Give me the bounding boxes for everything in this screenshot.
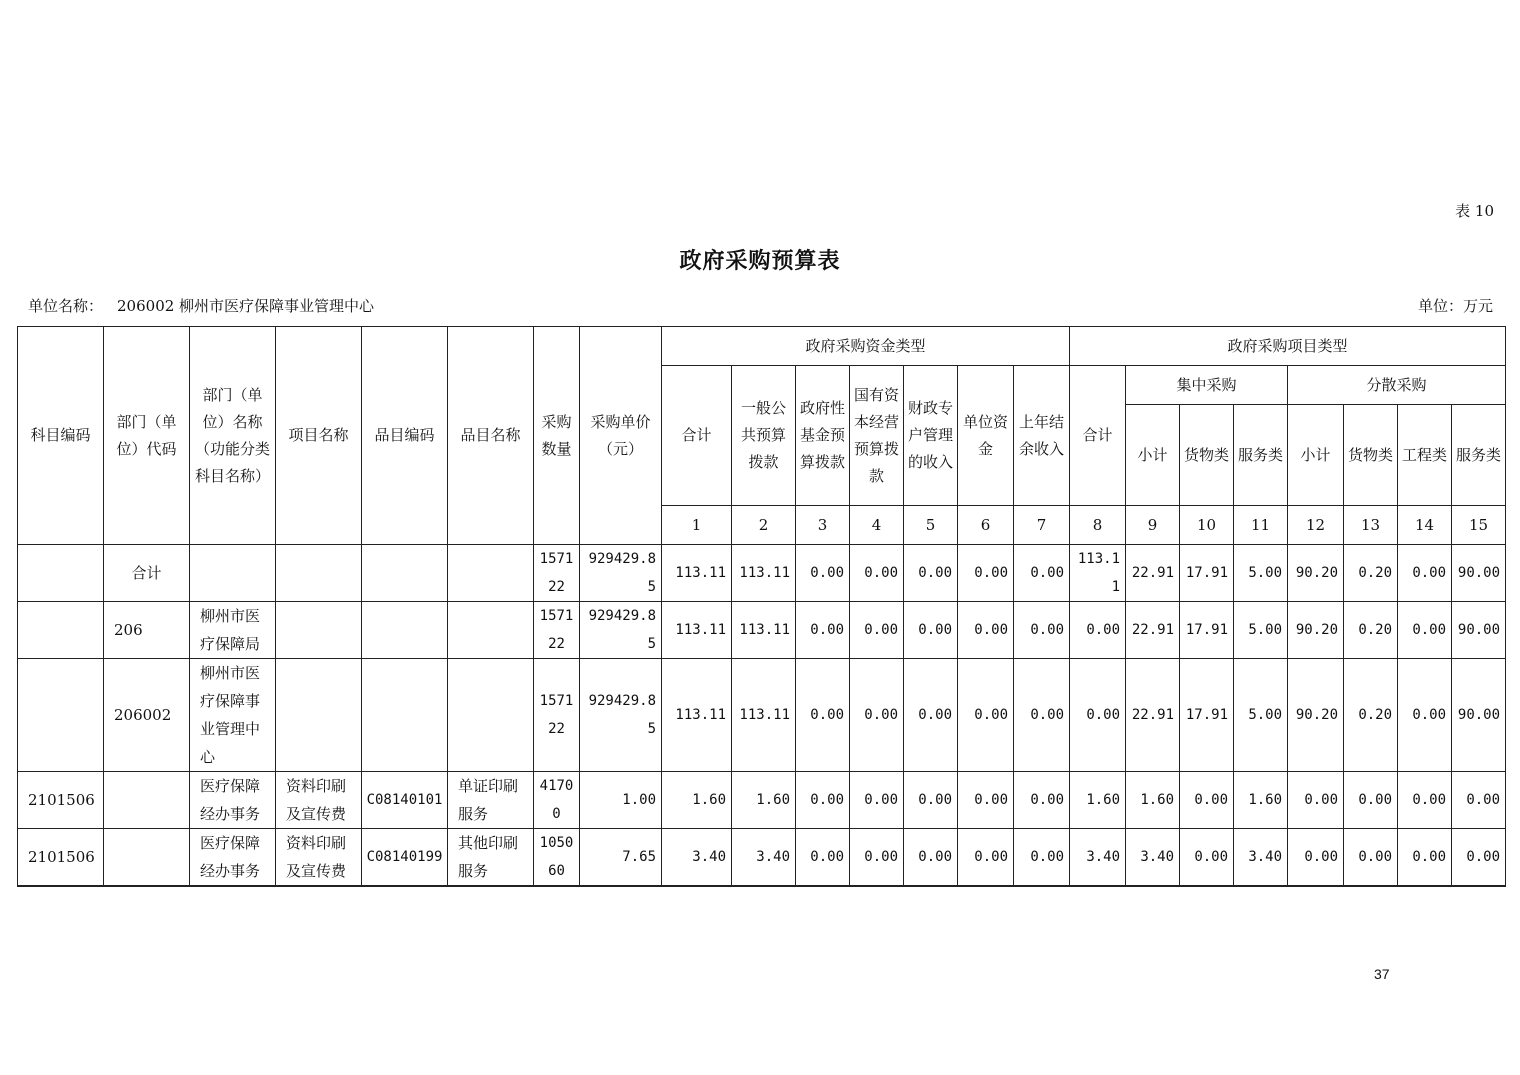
cell-value: 0.00	[850, 772, 904, 829]
cell-value: 0.00	[1344, 772, 1398, 829]
cell-value: 0.00	[1014, 659, 1070, 772]
col-number: 6	[958, 506, 1014, 545]
cell-value: 3.40	[1126, 829, 1180, 887]
cell-value: 0.00	[1452, 772, 1506, 829]
header-dept-code: 部门（单位）代码	[104, 327, 190, 545]
header-subtotal-2: 小计	[1288, 405, 1344, 506]
cell-value: 0.00	[796, 829, 850, 887]
cell-value: 0.20	[1344, 545, 1398, 602]
unit-name-line	[28, 295, 374, 316]
header-services: 服务类	[1234, 405, 1288, 506]
col-number: 12	[1288, 506, 1344, 545]
col-number: 7	[1014, 506, 1070, 545]
header-project-type: 政府采购项目类型	[1070, 327, 1506, 366]
cell-value: 3.40	[1070, 829, 1126, 887]
header-general-budget: 一般公共预算拨款	[732, 366, 796, 506]
cell-item-code	[362, 659, 448, 772]
header-centralized: 集中采购	[1126, 366, 1288, 405]
cell-project-name	[276, 659, 362, 772]
cell-subject-code: 2101506	[18, 772, 104, 829]
cell-unit-price: 929429.85	[580, 602, 662, 659]
col-number: 2	[732, 506, 796, 545]
header-services-2: 服务类	[1452, 405, 1506, 506]
cell-value: 5.00	[1234, 545, 1288, 602]
cell-value: 3.40	[1234, 829, 1288, 887]
cell-subject-code	[18, 602, 104, 659]
cell-value: 0.00	[796, 772, 850, 829]
col-number: 15	[1452, 506, 1506, 545]
cell-unit-price: 929429.85	[580, 545, 662, 602]
cell-dept-code	[104, 772, 190, 829]
cell-value: 0.00	[1014, 602, 1070, 659]
cell-quantity: 157122	[534, 602, 580, 659]
cell-item-name	[448, 602, 534, 659]
cell-value: 5.00	[1234, 602, 1288, 659]
cell-item-name: 单证印刷服务	[448, 772, 534, 829]
cell-dept-code: 206	[104, 602, 190, 659]
cell-value: 113.11	[1070, 545, 1126, 602]
header-fund-type: 政府采购资金类型	[662, 327, 1070, 366]
cell-value: 17.91	[1180, 659, 1234, 772]
cell-value: 1.60	[662, 772, 732, 829]
cell-value: 17.91	[1180, 602, 1234, 659]
cell-value: 0.00	[796, 545, 850, 602]
header-dept-name: 部门（单位）名称（功能分类科目名称）	[190, 327, 276, 545]
cell-value: 0.00	[1070, 659, 1126, 772]
cell-value: 0.20	[1344, 602, 1398, 659]
cell-value: 90.00	[1452, 602, 1506, 659]
header-special-account: 财政专户管理的收入	[904, 366, 958, 506]
header-subtotal: 小计	[1126, 405, 1180, 506]
cell-value: 0.00	[1344, 829, 1398, 887]
cell-value: 0.00	[958, 602, 1014, 659]
table-row	[18, 772, 1506, 829]
header-unit-price: 采购单价（元）	[580, 327, 662, 545]
header-goods: 货物类	[1180, 405, 1234, 506]
cell-value: 0.00	[1288, 829, 1344, 887]
cell-dept-code	[104, 829, 190, 887]
cell-value: 113.11	[662, 659, 732, 772]
cell-value: 0.00	[958, 545, 1014, 602]
cell-value: 0.00	[904, 659, 958, 772]
table-row	[18, 545, 1506, 602]
cell-value: 1.60	[1126, 772, 1180, 829]
cell-value: 0.00	[958, 829, 1014, 887]
cell-unit-price: 1.00	[580, 772, 662, 829]
table-row	[18, 659, 1506, 772]
col-number: 9	[1126, 506, 1180, 545]
cell-value: 0.00	[850, 545, 904, 602]
cell-dept-name: 柳州市医疗保障事业管理中心	[190, 659, 276, 772]
cell-quantity: 105060	[534, 829, 580, 887]
cell-dept-name: 医疗保障经办事务	[190, 772, 276, 829]
cell-quantity: 157122	[534, 659, 580, 772]
header-project-name: 项目名称	[276, 327, 362, 545]
col-number: 10	[1180, 506, 1234, 545]
cell-value: 5.00	[1234, 659, 1288, 772]
cell-value: 3.40	[732, 829, 796, 887]
cell-value: 0.00	[1288, 772, 1344, 829]
cell-quantity: 157122	[534, 545, 580, 602]
col-number: 3	[796, 506, 850, 545]
cell-quantity: 41700	[534, 772, 580, 829]
cell-value: 0.00	[958, 772, 1014, 829]
col-number: 11	[1234, 506, 1288, 545]
page-number: 37	[1374, 966, 1390, 982]
unit-name-label: 单位名称：	[28, 297, 104, 315]
cell-value: 113.11	[732, 659, 796, 772]
cell-value: 1.60	[732, 772, 796, 829]
cell-value: 0.00	[958, 659, 1014, 772]
header-quantity: 采购数量	[534, 327, 580, 545]
cell-value: 0.00	[904, 772, 958, 829]
cell-value: 0.00	[850, 829, 904, 887]
cell-subject-code	[18, 659, 104, 772]
cell-value: 22.91	[1126, 545, 1180, 602]
cell-item-code: C08140101	[362, 772, 448, 829]
cell-value: 113.11	[732, 545, 796, 602]
cell-project-name: 资料印刷及宣传费	[276, 829, 362, 887]
cell-value: 0.00	[1452, 829, 1506, 887]
cell-dept-name: 医疗保障经办事务	[190, 829, 276, 887]
cell-value: 3.40	[662, 829, 732, 887]
cell-project-name: 资料印刷及宣传费	[276, 772, 362, 829]
cell-value: 113.11	[662, 602, 732, 659]
cell-value: 1.60	[1070, 772, 1126, 829]
cell-value: 113.11	[732, 602, 796, 659]
header-total: 合计	[662, 366, 732, 506]
procurement-budget-table	[17, 326, 1506, 887]
cell-value: 0.00	[796, 602, 850, 659]
page-title: 政府采购预算表	[679, 248, 841, 274]
cell-value: 0.00	[1398, 829, 1452, 887]
col-number: 4	[850, 506, 904, 545]
unit-name-value: 206002 柳州市医疗保障事业管理中心	[117, 297, 375, 315]
header-gov-fund: 政府性基金预算拨款	[796, 366, 850, 506]
cell-value: 0.00	[904, 829, 958, 887]
cell-dept-name	[190, 545, 276, 602]
header-goods-2: 货物类	[1344, 405, 1398, 506]
cell-project-name	[276, 545, 362, 602]
col-number: 14	[1398, 506, 1452, 545]
cell-value: 17.91	[1180, 545, 1234, 602]
cell-value: 0.00	[1014, 772, 1070, 829]
cell-value: 0.00	[1398, 545, 1452, 602]
cell-value: 90.20	[1288, 545, 1344, 602]
header-decentralized: 分散采购	[1288, 366, 1506, 405]
cell-value: 0.00	[796, 659, 850, 772]
table-number: 表 10	[1455, 202, 1494, 220]
cell-value: 0.00	[1180, 772, 1234, 829]
cell-item-name	[448, 545, 534, 602]
cell-value: 0.00	[1398, 602, 1452, 659]
cell-value: 22.91	[1126, 659, 1180, 772]
header-item-code: 品目编码	[362, 327, 448, 545]
cell-value: 90.20	[1288, 659, 1344, 772]
cell-subject-code: 2101506	[18, 829, 104, 887]
cell-value: 22.91	[1126, 602, 1180, 659]
header-row-1	[18, 327, 1506, 366]
table-row	[18, 829, 1506, 887]
cell-unit-price: 7.65	[580, 829, 662, 887]
col-number: 13	[1344, 506, 1398, 545]
cell-item-name	[448, 659, 534, 772]
cell-value: 0.00	[1014, 829, 1070, 887]
cell-value: 1.60	[1234, 772, 1288, 829]
col-number: 5	[904, 506, 958, 545]
unit-measure: 单位：万元	[1417, 297, 1493, 315]
header-prev-balance: 上年结余收入	[1014, 366, 1070, 506]
cell-value: 90.20	[1288, 602, 1344, 659]
cell-project-name	[276, 602, 362, 659]
cell-value: 90.00	[1452, 545, 1506, 602]
header-engineering: 工程类	[1398, 405, 1452, 506]
cell-value: 0.20	[1344, 659, 1398, 772]
cell-unit-price: 929429.85	[580, 659, 662, 772]
cell-value: 0.00	[1398, 772, 1452, 829]
header-state-capital: 国有资本经营预算拨款	[850, 366, 904, 506]
cell-dept-name: 柳州市医疗保障局	[190, 602, 276, 659]
header-item-name: 品目名称	[448, 327, 534, 545]
cell-value: 0.00	[1398, 659, 1452, 772]
cell-value: 0.00	[1070, 602, 1126, 659]
col-number: 8	[1070, 506, 1126, 545]
header-total-2: 合计	[1070, 366, 1126, 506]
header-subject-code: 科目编码	[18, 327, 104, 545]
cell-value: 0.00	[850, 602, 904, 659]
col-number: 1	[662, 506, 732, 545]
cell-item-name: 其他印刷服务	[448, 829, 534, 887]
cell-subject-code	[18, 545, 104, 602]
cell-item-code: C08140199	[362, 829, 448, 887]
cell-value: 113.11	[662, 545, 732, 602]
cell-value: 0.00	[1014, 545, 1070, 602]
table-row	[18, 602, 1506, 659]
cell-value: 0.00	[904, 602, 958, 659]
cell-item-code	[362, 602, 448, 659]
cell-value: 0.00	[1180, 829, 1234, 887]
cell-value: 90.00	[1452, 659, 1506, 772]
cell-item-code	[362, 545, 448, 602]
cell-dept-code: 合计	[104, 545, 190, 602]
cell-dept-code: 206002	[104, 659, 190, 772]
header-unit-funds: 单位资金	[958, 366, 1014, 506]
cell-value: 0.00	[904, 545, 958, 602]
cell-value: 0.00	[850, 659, 904, 772]
